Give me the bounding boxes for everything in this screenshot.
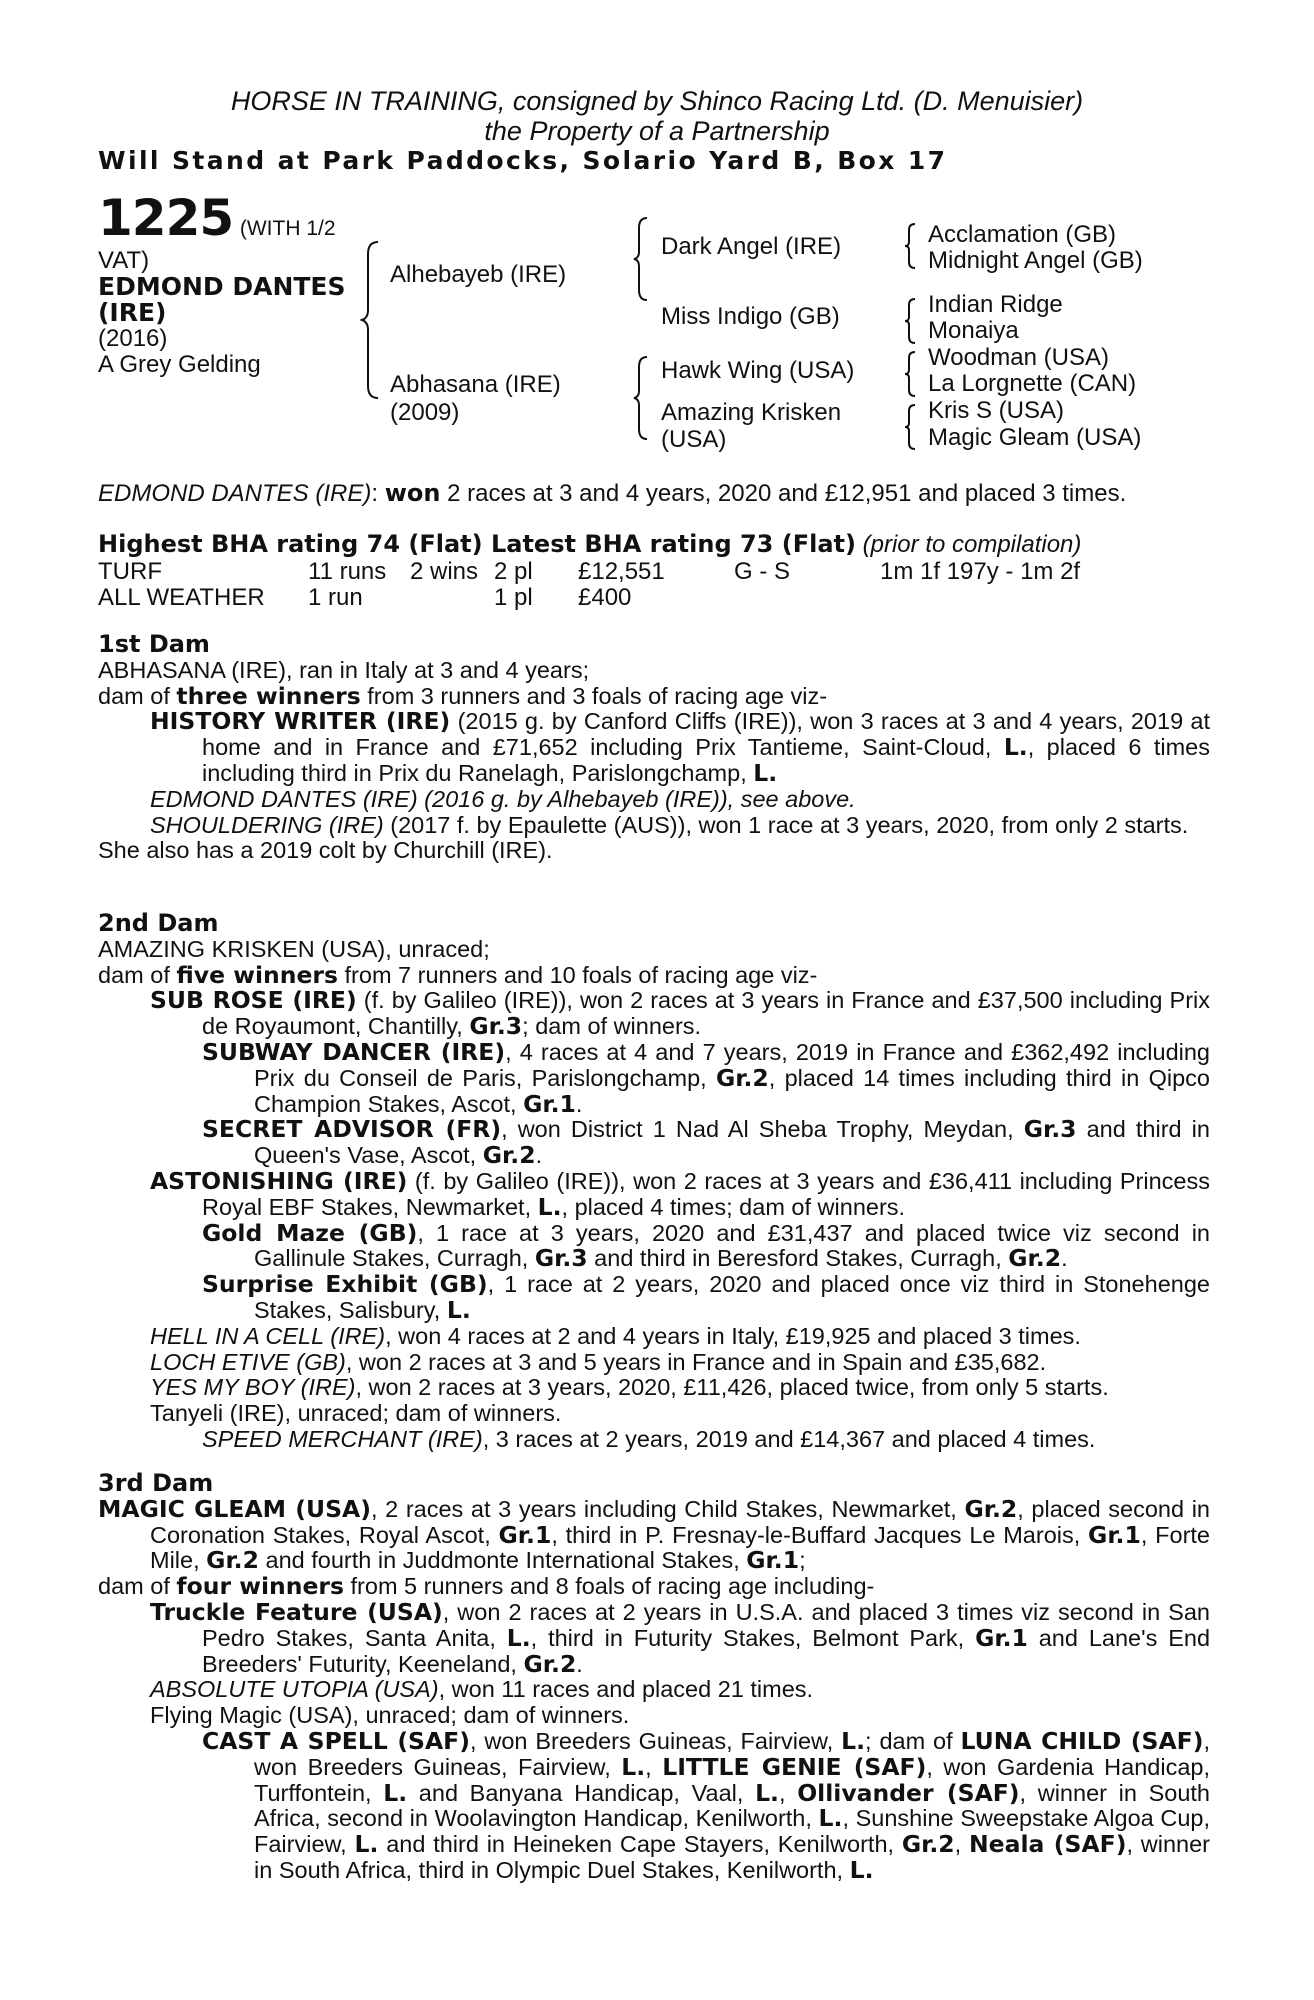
horse-country: (IRE) — [98, 298, 167, 327]
progeny-entry: YES MY BOY (IRE), won 2 races at 3 years, 2020, £11,426, placed twice, from only 5 starts. — [150, 1374, 1109, 1401]
progeny-entry: SHOULDERING (IRE) (2017 f. by Epaulette (AUS)), won 1 race at 3 years, 2020, from only 2 starts. — [150, 811, 1189, 838]
sire-brace — [633, 216, 653, 302]
progeny-entry: CAST A SPELL (SAF), won Breeders Guineas, Fairview, L.; dam of LUNA CHILD (SAF), won Breeders Guineas, Fairview, L., LITTLE GENIE (SAF), won Gardenia Handicap, Turffontein, L. and Banyana Handicap, Vaal, L., Ollivander (SAF), winner in South Africa, second in Woolavington Handicap, Kenilworth, L., Sunshine Sweepstake Algoa Cup, Fairview, L. and third in Heineken Cape Stayers, Kenilworth, Gr.2, Neala (SAF), winner in South Africa, third in Olympic Duel Stakes, Kenilworth, L. — [202, 1726, 1211, 1884]
progeny-entry: SECRET ADVISOR (FR), won District 1 Nad Al Sheba Trophy, Meydan, Gr.3 and third in Queen's Vase, Ascot, Gr.2. — [202, 1115, 1210, 1170]
progeny-entry: ASTONISHING (IRE) (f. by Galileo (IRE)), won 2 races at 3 years and £36,411 including Princess Royal EBF Stakes, Newmarket, L., placed 4 times; dam of winners. — [150, 1166, 1210, 1221]
consignor-line: HORSE IN TRAINING, consigned by Shinco Racing Ltd. (D. Menuisier) — [230, 86, 1084, 116]
second-dam-section: 2nd Dam AMAZING KRISKEN (USA), unraced; dam of five winners from 7 runners and 10 foals of racing age viz- SUB ROSE (IRE) (f. by Galileo (IRE)), won 2 races at 3 years in France and £37,500 including Prix de Royaumont, Chantilly, Gr.3; dam of winners. SUBWAY DANCER (IRE), 4 races at 4 and 7 years, 2019 in France and £362,492 including Prix du Conseil de Paris, Parislongchamp, Gr.2, placed 14 times including third in Qipco Champion Stakes, Ascot, Gr.1. SECRET ADVISOR (FR), won District 1 Nad Al Sheba Trophy, Meydan, Gr.3 and third in Queen's Vase, Ascot, Gr.2. ASTONISHING (IRE) (f. by Galileo (IRE)), won 2 races at 3 years and £36,411 including Princess Royal EBF Stakes, Newmarket, L., placed 4 times; dam of winners. Gold Maze (GB), 1 race at 3 years, 2020 and £31,437 and placed twice viz second in Gallinule Stakes, Curragh, Gr.3 and third in Beresford Stakes, Curragh, Gr.2. Surprise Exhibit (GB), 1 race at 2 years, 2020 and placed once viz third in Stonehenge Stakes, Salisbury, L. HELL IN A CELL (IRE), won 4 races at 2 and 4 years in Italy, £19,925 and placed 3 times. LOCH ETIVE (GB), won 2 races at 3 and 5 years in France and in Spain and £35,682. YES MY BOY (IRE), won 2 races at 3 years, 2020, £11,426, placed twice, from only 5 starts. Tanyeli (IRE), unraced; dam of winners. SPEED MERCHANT (IRE), 3 races at 2 years, 2019 and £14,367 and placed 4 times. — [98, 909, 1211, 1452]
location-line: Will Stand at Park Paddocks, Solario Yard B, Box 17 — [98, 146, 948, 175]
lot-block — [98, 189, 368, 378]
race-summary: EDMOND DANTES (IRE): won 2 races at 3 and 4 years, 2020 and £12,951 and placed 3 times. — [98, 479, 1127, 507]
sire-sire-sire: Acclamation (GB) — [928, 221, 1117, 248]
progeny-entry: Flying Magic (USA), unraced; dam of winners. — [150, 1702, 630, 1729]
foaling-year: (2016) — [98, 325, 168, 352]
sire-dam-brace — [360, 240, 384, 400]
progeny-entry: SPEED MERCHANT (IRE), 3 races at 2 years, 2019 and £14,367 and placed 4 times. — [202, 1425, 1096, 1452]
vat-note: (WITH 1/2 — [239, 217, 336, 240]
dam-dam: Amazing Krisken — [661, 399, 842, 426]
dam-year: (2009) — [390, 399, 460, 426]
dam-sire-sire: Woodman (USA) — [928, 344, 1109, 371]
sd-brace — [903, 297, 919, 345]
progeny-entry: SUB ROSE (IRE) (f. by Galileo (IRE)), won 2 races at 3 years in France and £37,500 including Prix de Royaumont, Chantilly, Gr.3; dam of winners. — [150, 986, 1210, 1041]
third-dam-title: 3rd Dam — [98, 1469, 214, 1497]
first-dam-title: 1st Dam — [98, 630, 210, 658]
sire-sire: Dark Angel (IRE) — [661, 233, 842, 260]
dam-dam-country: (USA) — [661, 426, 727, 453]
turf-record: TURF 11 runs 2 wins 2 pl £12,551 G - S 1m 1f 197y - 1m 2f — [98, 558, 1081, 585]
second-dam-title: 2nd Dam — [98, 909, 219, 937]
all-weather-record: ALL WEATHER 1 run 1 pl £400 — [98, 584, 632, 611]
ss-brace — [903, 222, 919, 270]
vat-note-cont: VAT) — [98, 247, 150, 274]
dam-dam-sire: Kris S (USA) — [928, 397, 1065, 424]
bha-rating: Highest BHA rating 74 (Flat) Latest BHA rating 73 (Flat) (prior to compilation) — [98, 530, 1082, 558]
dam-sire-dam: La Lorgnette (CAN) — [928, 370, 1137, 397]
sire-sire-dam: Midnight Angel (GB) — [928, 247, 1143, 274]
dam-sire: Hawk Wing (USA) — [661, 357, 855, 384]
progeny-entry: LOCH ETIVE (GB), won 2 races at 3 and 5 years in France and in Spain and £35,682. — [150, 1348, 1047, 1375]
dd-brace — [903, 403, 919, 451]
sire-dam-sire: Indian Ridge — [928, 291, 1063, 318]
progeny-entry: HELL IN A CELL (IRE), won 4 races at 2 and 4 years in Italy, £19,925 and placed 3 times. — [150, 1322, 1081, 1349]
progeny-entry: ABSOLUTE UTOPIA (USA), won 11 races and placed 21 times. — [150, 1676, 814, 1703]
progeny-entry: Tanyeli (IRE), unraced; dam of winners. — [150, 1400, 562, 1427]
horse-description: A Grey Gelding — [98, 351, 261, 378]
progeny-entry: Surprise Exhibit (GB), 1 race at 2 years, 2020 and placed once viz third in Stonehenge Stakes, Salisbury, L. — [202, 1270, 1210, 1324]
ds-brace — [903, 350, 919, 398]
ownership-line: the Property of a Partnership — [484, 116, 830, 146]
sire-dam-dam: Monaiya — [928, 317, 1019, 344]
progeny-entry: SUBWAY DANCER (IRE), 4 races at 4 and 7 years, 2019 in France and £362,492 including Prix du Conseil de Paris, Parislongchamp, Gr.2, placed 14 times including third in Qipco Champion Stakes, Ascot, Gr.1. — [202, 1037, 1210, 1118]
dam: Abhasana (IRE) — [390, 371, 561, 398]
first-dam-section: 1st Dam ABHASANA (IRE), ran in Italy at 3 and 4 years; dam of three winners from 3 runners and 3 foals of racing age viz- HISTORY WRITER (IRE) (2015 g. by Canford Cliffs (IRE)), won 3 races at 3 and 4 years, 2019 at home and in France and £71,652 including Prix Tantieme, Saint-Cloud, L., placed 6 times including third in Prix du Ranelagh, Parislongchamp, L. EDMOND DANTES (IRE) (2016 g. by Alhebayeb (IRE)), see above. SHOULDERING (IRE) (2017 f. by Epaulette (AUS)), won 1 race at 3 years, 2020, from only 2 starts. She also has a 2019 colt by Churchill (IRE). — [98, 630, 1210, 864]
progeny-entry: HISTORY WRITER (IRE) (2015 g. by Canford Cliffs (IRE)), won 3 races at 3 and 4 years, 2019 at home and in France and £71,652 including Prix Tantieme, Saint-Cloud, L., placed 6 times including third in Prix du Ranelagh, Parislongchamp, L. — [150, 707, 1210, 787]
dam-brace — [633, 355, 653, 441]
sire: Alhebayeb (IRE) — [390, 261, 567, 288]
dam-dam-dam: Magic Gleam (USA) — [928, 424, 1142, 451]
sire-dam: Miss Indigo (GB) — [661, 303, 840, 330]
progeny-entry: Gold Maze (GB), 1 race at 3 years, 2020 and £31,437 and placed twice viz second in Gallinule Stakes, Curragh, Gr.3 and third in Beresford Stakes, Curragh, Gr.2. — [202, 1218, 1211, 1273]
lot-number: 1225 — [98, 189, 234, 247]
third-dam-record: MAGIC GLEAM (USA), 2 races at 3 years including Child Stakes, Newmarket, Gr.2, placed second in Coronation Stakes, Royal Ascot, Gr.1, third in P. Fresnay-le-Buffard Jacques Le Marois, Gr.1, Forte Mile, Gr.2 and fourth in Juddmonte International Stakes, Gr.1; — [98, 1494, 1210, 1575]
horse-name: EDMOND DANTES — [98, 272, 346, 301]
progeny-entry: EDMOND DANTES (IRE) (2016 g. by Alhebayeb (IRE)), see above. — [150, 785, 856, 812]
progeny-entry: Truckle Feature (USA), won 2 races at 2 years in U.S.A. and placed 3 times viz second in San Pedro Stakes, Santa Anita, L., third in Futurity Stakes, Belmont Park, Gr.1 and Lane's End Breeders' Futurity, Keeneland, Gr.2. — [150, 1597, 1211, 1678]
third-dam-section: 3rd Dam MAGIC GLEAM (USA), 2 races at 3 years including Child Stakes, Newmarket, Gr.2, placed second in Coronation Stakes, Royal Ascot, Gr.1, third in P. Fresnay-le-Buffard Jacques Le Marois, Gr.1, Forte Mile, Gr.2 and fourth in Juddmonte International Stakes, Gr.1; dam of four winners from 5 runners and 8 foals of racing age including- Truckle Feature (USA), won 2 races at 2 years in U.S.A. and placed 3 times viz second in San Pedro Stakes, Santa Anita, L., third in Futurity Stakes, Belmont Park, Gr.1 and Lane's End Breeders' Futurity, Keeneland, Gr.2. ABSOLUTE UTOPIA (USA), won 11 races and placed 21 times. Flying Magic (USA), unraced; dam of winners. CAST A SPELL (SAF), won Breeders Guineas, Fairview, L.; dam of LUNA CHILD (SAF), won Breeders Guineas, Fairview, L., LITTLE GENIE (SAF), won Gardenia Handicap, Turffontein, L. and Banyana Handicap, Vaal, L., Ollivander (SAF), winner in South Africa, second in Woolavington Handicap, Kenilworth, L., Sunshine Sweepstake Algoa Cup, Fairview, L. and third in Heineken Cape Stayers, Kenilworth, Gr.2, Neala (SAF), winner in South Africa, third in Olympic Duel Stakes, Kenilworth, L. — [98, 1469, 1211, 1884]
